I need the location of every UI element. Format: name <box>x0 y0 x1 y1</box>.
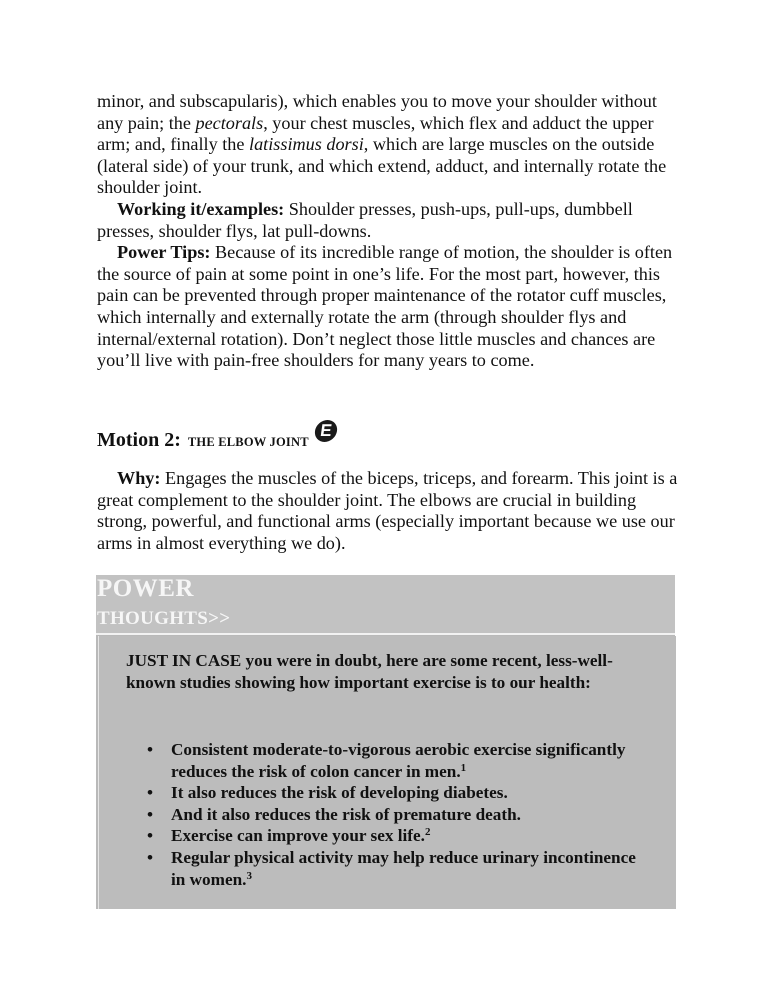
power-tips-text: Because of its incredible range of motion, the shoulder is often the source of pain at some point in one’s life. For the most part, however, this pain can be prevented through proper maintenance of the rotator cuff muscles, which internally and externally rotate the arm (through shoulder flys and internal/external rotation). Don’t neglect those little muscles and chances are you’ll live with pain-free shoulders for many years to come. <box>97 242 673 371</box>
bullet-text: Exercise can improve your sex life. <box>171 826 425 846</box>
power-thoughts-box <box>96 575 675 909</box>
power-tips-label: Power Tips: <box>117 242 211 263</box>
motion-number: Motion 2: <box>97 429 181 451</box>
paragraph-text: , your chest muscles, which flex and adduct the upper arm; and, finally the <box>97 112 654 155</box>
list-item <box>147 847 647 890</box>
bullet-dot: • <box>147 847 154 867</box>
list-item <box>147 782 647 804</box>
power-title: POWER <box>97 575 194 602</box>
bullet-dot: • <box>147 826 154 846</box>
working-text: Shoulder presses, push-ups, pull-ups, dumbbell presses, shoulder flys, lat pull-downs. <box>97 198 633 241</box>
bullet-text: Regular physical activity may help reduce urinary incontinence in women. <box>171 847 636 889</box>
why-paragraph <box>97 468 682 554</box>
bullet-text: It also reduces the risk of developing diabetes. <box>171 783 508 803</box>
working-label: Working it/examples: <box>117 198 285 219</box>
power-thoughts-header <box>96 575 675 635</box>
footnote-ref: 1 <box>460 761 467 774</box>
section-heading <box>97 418 337 452</box>
bullet-dot: • <box>147 804 154 824</box>
bullet-text: And it also reduces the risk of premature death. <box>171 804 521 824</box>
equipment-e-icon: E <box>313 420 338 442</box>
bullet-dot: • <box>147 740 154 759</box>
power-tips-paragraph <box>97 242 682 372</box>
paragraph-text: , which are large muscles on the outside (lateral side) of your trunk, and which extend, adduct, and internally rotate the shoulder joint. <box>97 134 667 198</box>
list-item <box>147 804 647 826</box>
why-text: Engages the muscles of the biceps, triceps, and forearm. This joint is a great complement to the shoulder joint. The elbows are crucial in building strong, powerful, and functional arms (especially important because we use our arms in almost everything we do). <box>97 468 678 553</box>
joint-title: THE ELBOW JOINT <box>187 435 309 449</box>
studies-list <box>147 739 647 890</box>
why-label: Why: <box>117 468 161 488</box>
list-item <box>147 825 647 847</box>
shoulder-paragraph <box>97 91 682 372</box>
paragraph-text: minor, and subscapularis), which enables you to move your shoulder without any pain; the <box>97 91 657 133</box>
working-paragraph <box>97 199 682 242</box>
footnote-ref: 2 <box>424 826 431 839</box>
pectorals-term: pectorals <box>195 112 264 133</box>
bullet-dot: • <box>147 783 154 803</box>
bullet-text: Consistent moderate-to-vigorous aerobic exercise significantly reduces the risk of colon cancer in men. <box>171 740 626 781</box>
power-thoughts-intro: JUST IN CASE you were in doubt, here are some recent, less-well-known studies showing how important exercise is to our health: <box>126 651 613 692</box>
power-thoughts-body <box>98 636 676 909</box>
footnote-ref: 3 <box>246 869 252 882</box>
latissimus-term: latissimus dorsi <box>249 134 364 155</box>
thoughts-title: THOUGHTS>> <box>97 608 231 629</box>
list-item <box>147 739 647 782</box>
